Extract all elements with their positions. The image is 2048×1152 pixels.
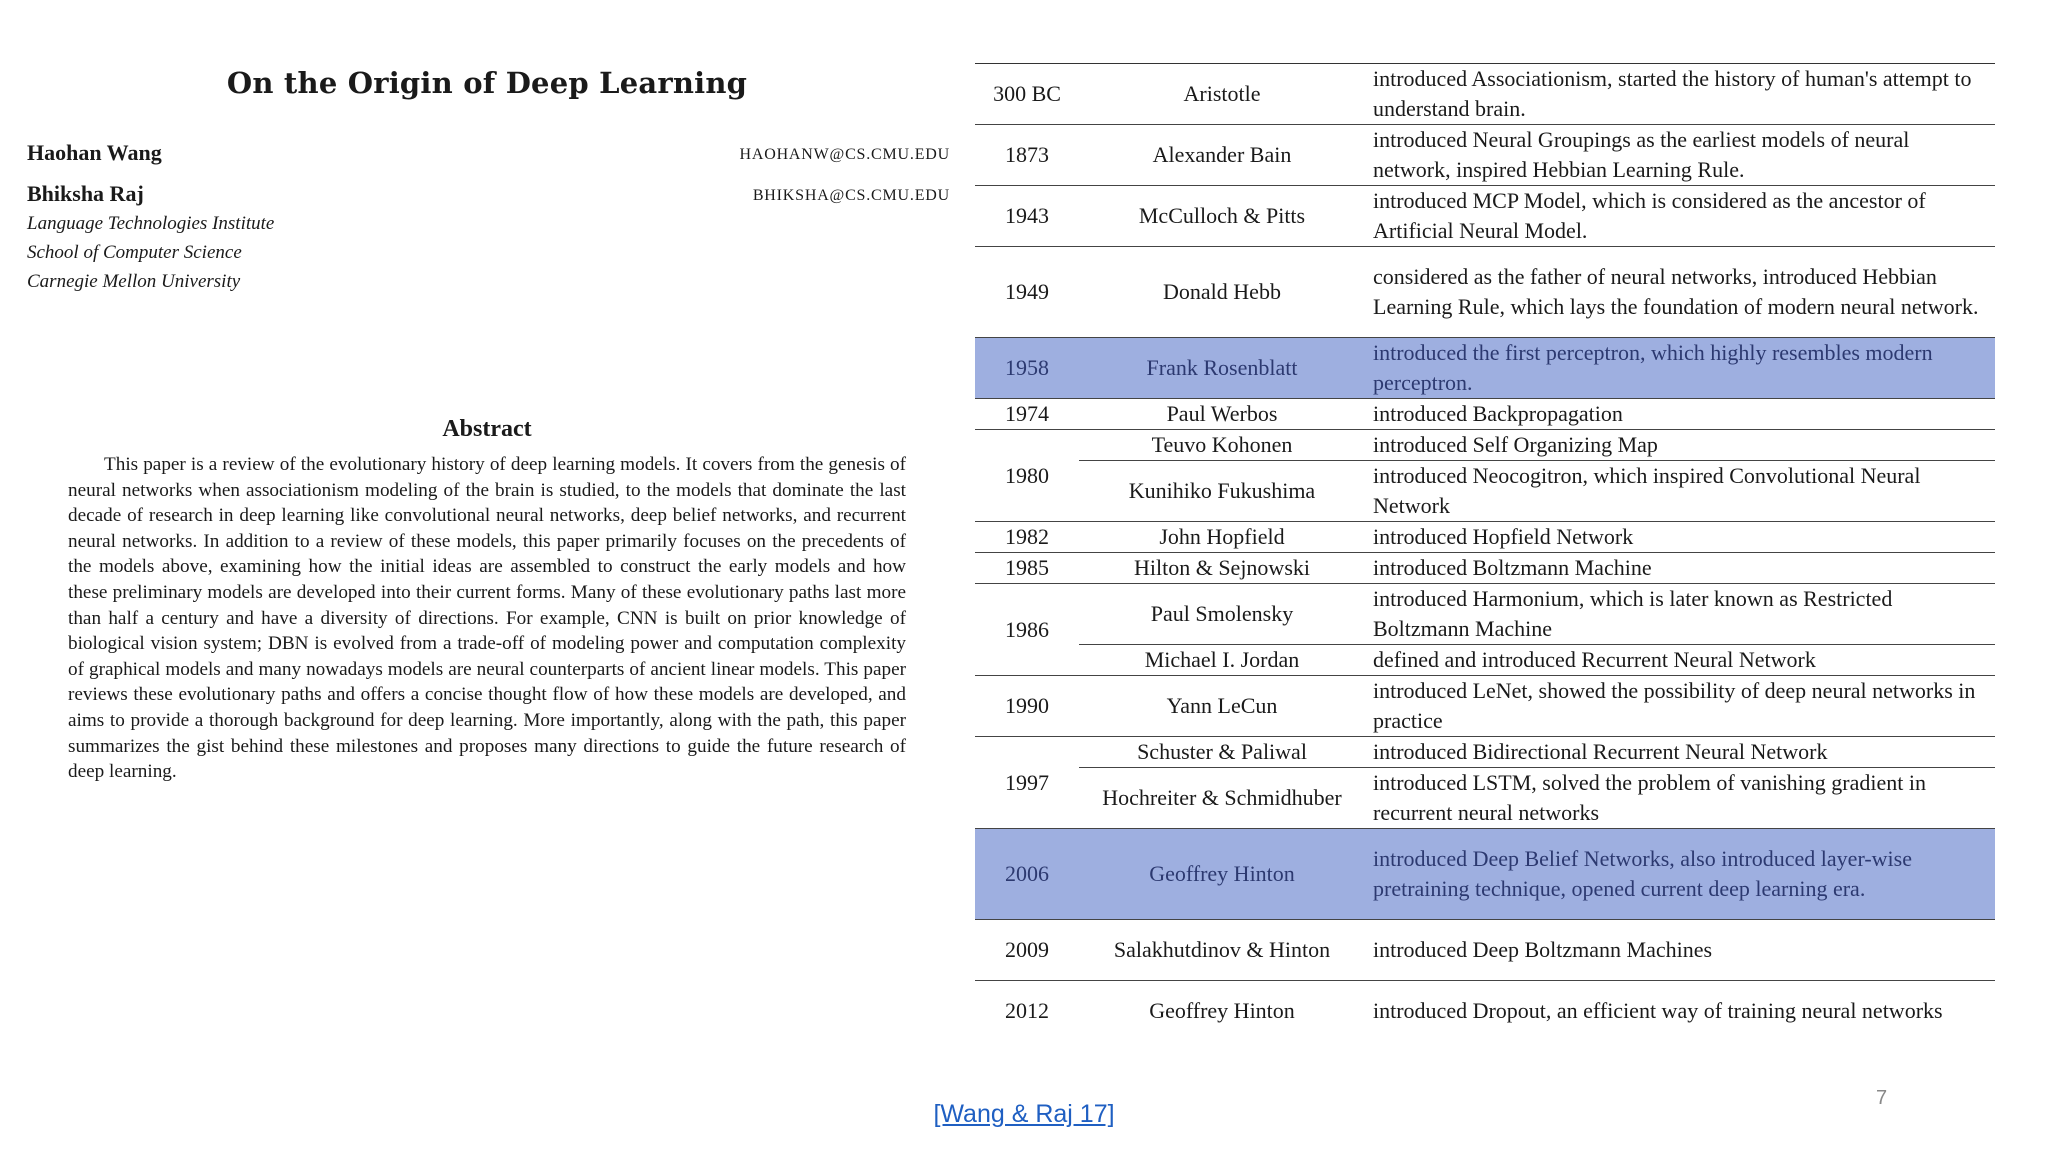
desc-cell: introduced Bidirectional Recurrent Neural Network	[1365, 737, 1995, 768]
abstract-heading: Abstract	[442, 416, 532, 442]
table-row	[975, 186, 1995, 247]
table-row	[975, 64, 1995, 125]
desc-cell: introduced the first perceptron, which highly resembles modern perceptron.	[1365, 338, 1995, 399]
name-cell: Schuster & Paliwal	[1079, 737, 1365, 768]
table-row	[975, 584, 1995, 645]
name-cell: Hochreiter & Schmidhuber	[1079, 768, 1365, 829]
name-cell: Alexander Bain	[1079, 125, 1365, 186]
name-cell: John Hopfield	[1079, 522, 1365, 553]
author-email: HAOHANW@CS.CMU.EDU	[739, 146, 950, 163]
year-cell: 1985	[975, 553, 1079, 584]
desc-cell: introduced Deep Boltzmann Machines	[1365, 920, 1995, 981]
year-cell: 1990	[975, 676, 1079, 737]
table-row-highlighted	[975, 338, 1995, 399]
name-cell: Geoffrey Hinton	[1079, 829, 1365, 920]
table-row-highlighted	[975, 829, 1995, 920]
table-row	[975, 125, 1995, 186]
desc-cell: considered as the father of neural networks, introduced Hebbian Learning Rule, which lays the foundation of modern neural network.	[1365, 247, 1995, 338]
table-row	[975, 981, 1995, 1042]
table-row	[975, 737, 1995, 768]
table-row	[975, 645, 1995, 676]
desc-cell: introduced LSTM, solved the problem of vanishing gradient in recurrent neural networks	[1365, 768, 1995, 829]
table-row	[975, 553, 1995, 584]
name-cell: Donald Hebb	[1079, 247, 1365, 338]
affiliation-line: Carnegie Mellon University	[27, 271, 241, 292]
table-row	[975, 768, 1995, 829]
desc-cell: introduced MCP Model, which is considered as the ancestor of Artificial Neural Model.	[1365, 186, 1995, 247]
year-cell: 1943	[975, 186, 1079, 247]
year-cell: 1958	[975, 338, 1079, 399]
desc-cell: introduced Harmonium, which is later known as Restricted Boltzmann Machine	[1365, 584, 1995, 645]
table-row	[975, 522, 1995, 553]
name-cell: Paul Werbos	[1079, 399, 1365, 430]
desc-cell: introduced Hopfield Network	[1365, 522, 1995, 553]
year-cell: 1949	[975, 247, 1079, 338]
desc-cell: defined and introduced Recurrent Neural Network	[1365, 645, 1995, 676]
table-row	[975, 247, 1995, 338]
name-cell: Frank Rosenblatt	[1079, 338, 1365, 399]
affiliation-line: School of Computer Science	[27, 242, 242, 263]
name-cell: Yann LeCun	[1079, 676, 1365, 737]
year-cell: 2006	[975, 829, 1079, 920]
table-row	[975, 430, 1995, 461]
name-cell: Salakhutdinov & Hinton	[1079, 920, 1365, 981]
page-number: 7	[1876, 1087, 1888, 1109]
desc-cell: introduced Neural Groupings as the earliest models of neural network, inspired Hebbian Learning Rule.	[1365, 125, 1995, 186]
name-cell: Aristotle	[1079, 64, 1365, 125]
desc-cell: introduced Dropout, an efficient way of training neural networks	[1365, 981, 1995, 1042]
name-cell: Geoffrey Hinton	[1079, 981, 1365, 1042]
paper-title: On the Origin of Deep Learning	[226, 66, 748, 100]
author-email: BHIKSHA@CS.CMU.EDU	[752, 187, 950, 204]
author-name: Haohan Wang	[27, 140, 162, 165]
desc-cell: introduced Backpropagation	[1365, 399, 1995, 430]
desc-cell: introduced Self Organizing Map	[1365, 430, 1995, 461]
desc-cell: introduced Deep Belief Networks, also introduced layer-wise pretraining technique, opened current deep learning era.	[1365, 829, 1995, 920]
year-cell: 1873	[975, 125, 1079, 186]
year-cell: 1997	[975, 737, 1079, 829]
year-cell: 2012	[975, 981, 1079, 1042]
year-cell: 1980	[975, 430, 1079, 522]
table-row	[975, 399, 1995, 430]
name-cell: Kunihiko Fukushima	[1079, 461, 1365, 522]
year-cell: 1974	[975, 399, 1079, 430]
year-cell: 300 BC	[975, 64, 1079, 125]
name-cell: Michael I. Jordan	[1079, 645, 1365, 676]
table-row	[975, 676, 1995, 737]
year-cell: 2009	[975, 920, 1079, 981]
name-cell: Hilton & Sejnowski	[1079, 553, 1365, 584]
name-cell: McCulloch & Pitts	[1079, 186, 1365, 247]
author-name: Bhiksha Raj	[27, 181, 144, 206]
abstract-text: This paper is a review of the evolutionary history of deep learning models. It covers from the genesis of neural networks when associationism modeling of the brain is studied, to the models that dominate the last decade of research in deep learning like convolutional neural networks, deep belief networks, and recurrent neural networks. In addition to a review of these models, this paper primarily focuses on the precedents of the models above, examining how the initial ideas are assembled to construct the early models and how these preliminary models are developed into their current forms. Many of these evolutionary paths last more than half a century and have a diversity of directions. For example, CNN is built on prior knowledge of biological vision system; DBN is evolved from a trade-off of modeling power and computation complexity of graphical models and many nowadays models are neural counterparts of ancient linear models. This paper reviews these evolutionary paths and offers a concise thought flow of how these models are developed, and aims to provide a thorough background for deep learning. More importantly, along with the path, this paper summarizes the gist behind these milestones and proposes many directions to guide the future research of deep learning.	[68, 454, 906, 783]
table-row	[975, 920, 1995, 981]
citation-link[interactable]: [Wang & Raj 17]	[933, 1100, 1115, 1128]
desc-cell: introduced LeNet, showed the possibility of deep neural networks in practice	[1365, 676, 1995, 737]
year-cell: 1986	[975, 584, 1079, 676]
desc-cell: introduced Neocogitron, which inspired Convolutional Neural Network	[1365, 461, 1995, 522]
desc-cell: introduced Boltzmann Machine	[1365, 553, 1995, 584]
name-cell: Teuvo Kohonen	[1079, 430, 1365, 461]
affiliation-line: Language Technologies Institute	[27, 213, 275, 234]
name-cell: Paul Smolensky	[1079, 584, 1365, 645]
desc-cell: introduced Associationism, started the history of human's attempt to understand brain.	[1365, 64, 1995, 125]
timeline-table	[975, 63, 1995, 1042]
table-row	[975, 461, 1995, 522]
year-cell: 1982	[975, 522, 1079, 553]
